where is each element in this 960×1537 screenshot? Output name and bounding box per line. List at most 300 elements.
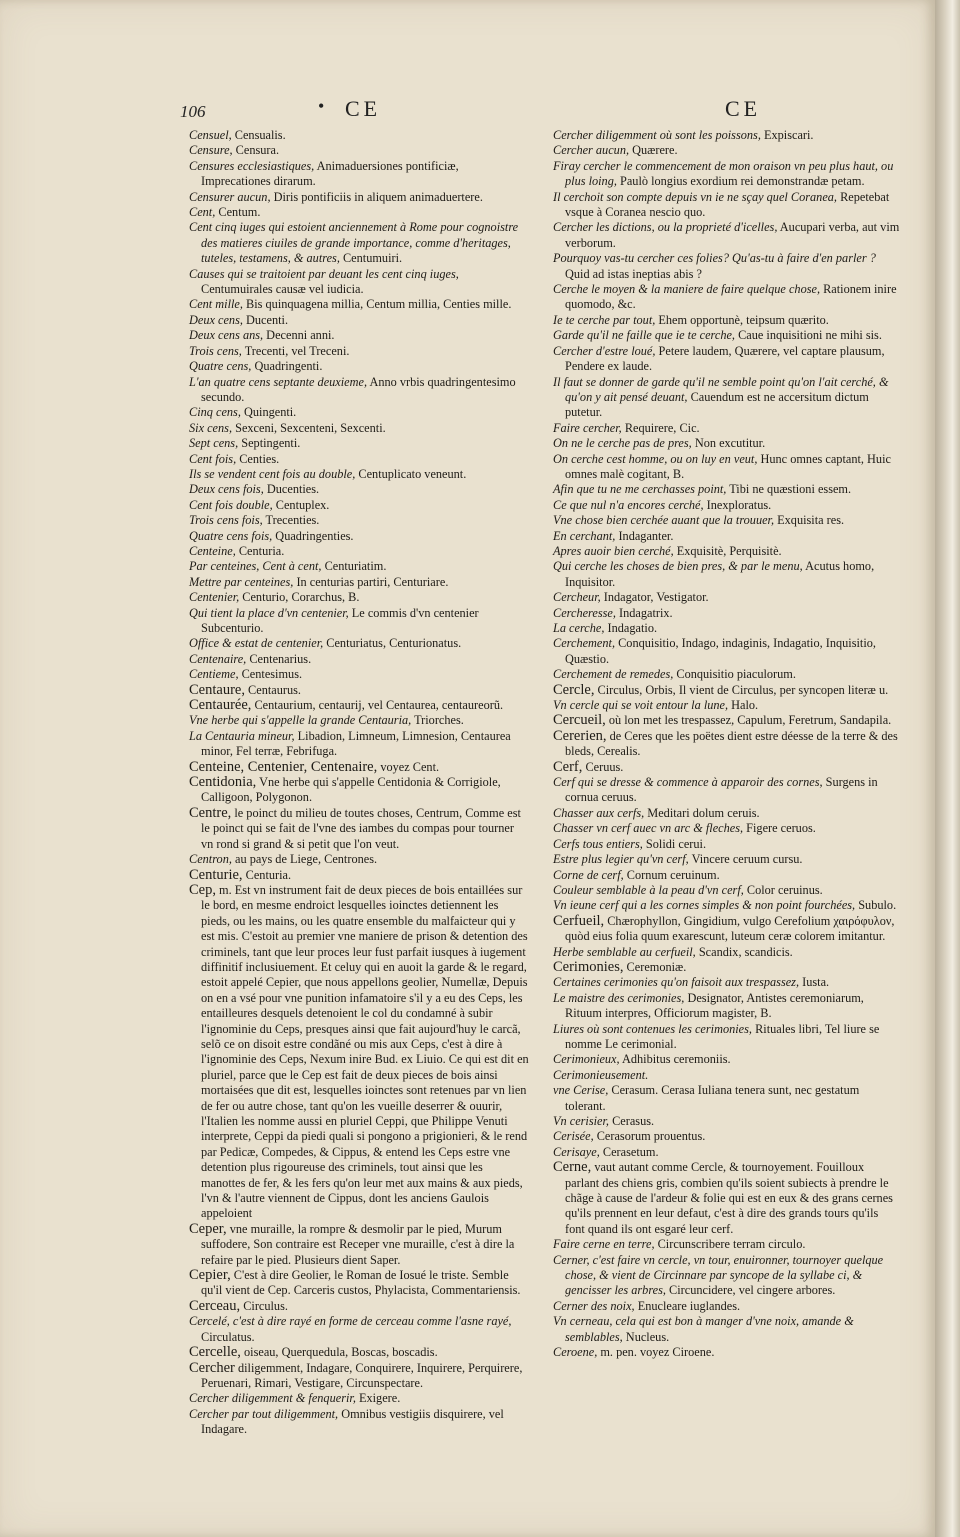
entry-definition: Quadringenties. (272, 528, 354, 543)
entry-headword: Cerf, (553, 758, 583, 775)
entry-definition: Trecenties. (262, 513, 320, 528)
entry-definition: Nucleus. (622, 1329, 670, 1344)
entry-definition: Censura. (232, 143, 280, 158)
dictionary-entry (553, 898, 901, 913)
dictionary-entry (189, 297, 529, 312)
entry-definition: Subulo. (855, 898, 897, 913)
entry-headword: Centron, (189, 852, 232, 867)
entry-headword: Cerimonieusement. (553, 1067, 649, 1082)
entry-headword: Trois cens fois, (189, 513, 263, 528)
dictionary-entry (553, 1314, 901, 1345)
entry-headword: Centaure, (189, 681, 245, 698)
dictionary-entry (189, 143, 529, 158)
dictionary-entry (189, 205, 529, 220)
entry-definition: Tibi ne quæstioni essem. (726, 482, 852, 497)
dictionary-entry (189, 760, 529, 775)
dictionary-entry (189, 1361, 529, 1392)
entry-definition: Cauendum est ne accersitum dictum putetur. (565, 389, 869, 420)
dictionary-entry (189, 806, 529, 852)
entry-definition: Figere ceruos. (743, 821, 816, 836)
entry-definition: Centaurium, centaurij, vel Centaurea, centaureorũ. (251, 698, 504, 713)
entry-headword: Cercheur, (553, 590, 601, 605)
dictionary-entry (553, 1022, 901, 1053)
entry-headword: Sept cens, (189, 436, 239, 451)
dictionary-entry (553, 251, 901, 282)
entry-definition: Exquisita res. (774, 513, 845, 528)
entry-definition: Circulus. (240, 1298, 288, 1313)
entry-definition: de Ceres que les poëtes dient estre déesse de la terre & des bleds, Cerealis. (565, 728, 898, 759)
entry-definition: Triorches. (411, 713, 464, 728)
entry-headword: Vne herbe qui s'appelle la grande Centauria, (189, 713, 412, 728)
dictionary-entry (553, 683, 901, 698)
entry-definition: Circulus, Orbis, Il vient de Circulus, per syncopen literæ u. (594, 682, 889, 697)
entry-definition: Acutus homo, Inquisitor. (565, 559, 875, 589)
dictionary-entry (553, 313, 901, 328)
entry-definition: Chærophyllon, Gingidium, vulgo Cerefolium χαιρόφυλον, quòd eius folia quum exarescunt, luteum ceræ colorem imitantur. (565, 913, 895, 944)
page-edge (935, 0, 960, 1537)
entry-headword: Par centeines, Cent à cent, (189, 559, 322, 574)
entry-headword: Qui cerche les choses de bien pres, & par le menu, (553, 559, 803, 574)
dictionary-entry (189, 1222, 529, 1268)
entry-headword: Vn cerisier, (553, 1114, 610, 1128)
entry-definition: diligemment, Indagare, Conquirere, Inquirere, Perquirere, Peruenari, Rimari, Vestigare, Circunspectare. (201, 1360, 523, 1390)
dictionary-entry (189, 1268, 529, 1299)
entry-definition: Centuplicato veneunt. (355, 466, 467, 481)
entry-headword: Corne de cerf, (553, 867, 624, 882)
entry-headword: Vn ieune cerf qui a les cornes simples & non point fourchées, (553, 898, 856, 913)
dictionary-entry (189, 544, 529, 559)
entry-definition: Expiscari. (760, 128, 814, 142)
dictionary-entry (553, 1345, 901, 1360)
entry-definition: Centuplex. (272, 497, 330, 512)
dictionary-entry (553, 128, 901, 143)
entry-headword: Cercher d'estre loué, (553, 343, 656, 358)
entry-definition: Requirere, Cic. (621, 420, 700, 435)
dictionary-entry (189, 452, 529, 467)
dictionary-entry (553, 883, 901, 898)
entry-headword: La Centauria mineur, (189, 728, 295, 743)
entry-headword: Cercher (189, 1359, 235, 1376)
entry-headword: Cerf qui se dresse & commence à apparoir des cornes, (553, 775, 823, 790)
entry-headword: Cercher aucun, (553, 143, 630, 158)
entry-headword: Ils se vendent cent fois au double, (189, 466, 356, 481)
entry-headword: Cent fois double, (189, 497, 273, 512)
dictionary-entry (553, 914, 901, 945)
entry-headword: Six cens, (189, 420, 233, 435)
entry-headword: Estre plus legier qu'vn cerf, (553, 852, 689, 867)
entry-headword: Deux cens fois, (189, 482, 264, 497)
dictionary-entry (189, 220, 529, 266)
dictionary-entry (553, 436, 901, 451)
entry-headword: Centeine, Centenier, Centenaire, (189, 758, 378, 775)
entry-headword: Cerne, (553, 1159, 592, 1176)
entry-definition: Ceremoniæ. (623, 959, 687, 974)
dictionary-entry (189, 590, 529, 605)
entry-definition: Quingenti. (240, 405, 297, 420)
dictionary-entry (553, 1160, 901, 1237)
dictionary-entry (189, 652, 529, 667)
entry-headword: Couleur semblable à la peau d'vn cerf, (553, 882, 744, 897)
entry-definition: oiseau, Querquedula, Boscas, boscadis. (240, 1345, 438, 1360)
entry-definition: Aucupari verba, aut vim verborum. (565, 220, 900, 250)
dictionary-entry (189, 1407, 529, 1438)
dictionary-entry (189, 128, 529, 143)
dictionary-entry (189, 267, 529, 298)
dictionary-entry (553, 760, 901, 775)
dictionary-entry (189, 713, 529, 728)
entry-headword: Cerner, c'est faire vn cercle, vn tour, enuironner, tournoyer quelque chose, & vient de Circinnare par syncope de la syllabe ci, & gencisser les arbres, (553, 1252, 884, 1298)
dictionary-entry (189, 1314, 529, 1345)
dictionary-entry (189, 883, 529, 1222)
dictionary-entry (553, 190, 901, 221)
entry-definition: Bis quinquagena millia, Centum millia, Centies mille. (242, 297, 512, 312)
entry-headword: Centenier, (189, 590, 240, 605)
entry-headword: Cerfs tous entiers, (553, 836, 643, 851)
entry-definition: Libadion, Limneum, Limnesion, Centaurea minor, Fel terræ, Febrifuga. (201, 728, 511, 759)
dictionary-entry (553, 837, 901, 852)
dictionary-entry (553, 606, 901, 621)
dictionary-entry (189, 606, 529, 637)
entry-headword: Cerchement, (553, 636, 616, 651)
entry-definition: Quadringenti. (251, 359, 323, 374)
entry-headword: Cerche le moyen & la maniere de faire quelque chose, (553, 282, 821, 297)
entry-definition: Indaganter. (615, 528, 674, 543)
entry-definition: Paulò longius exordium rei demonstrandæ petam. (616, 174, 865, 189)
dictionary-entry (553, 636, 901, 667)
entry-headword: Cererien, (553, 727, 607, 744)
entry-definition: Sexceni, Sexcenteni, Sexcenti. (232, 420, 386, 435)
entry-definition: Centumuirales causæ vel iudicia. (201, 282, 364, 297)
entry-definition: Centumuiri. (339, 251, 403, 266)
entry-definition: Iusta. (799, 975, 830, 990)
entry-definition: Ehem opportunè, teipsum quærito. (655, 312, 829, 327)
entry-headword: Herbe semblable au cerfueil, (553, 944, 696, 959)
entry-headword: Garde qu'il ne faille que ie te cerche, (553, 328, 736, 343)
dictionary-entry (553, 852, 901, 867)
entry-headword: Cerimonieux, (553, 1052, 620, 1067)
entry-headword: Deux cens ans, (189, 328, 264, 343)
dictionary-entry (189, 421, 529, 436)
entry-definition: Centesimus. (238, 667, 303, 682)
dictionary-entry (189, 667, 529, 682)
entry-headword: Afin que tu ne me cerchasses point, (553, 482, 727, 497)
entry-headword: Cercheresse, (553, 605, 616, 620)
entry-headword: On ne le cerche pas de pres, (553, 436, 692, 451)
dictionary-entry (553, 1129, 901, 1144)
dictionary-entry (553, 452, 901, 483)
dictionary-entry (553, 868, 901, 883)
entry-headword: Office & estat de centenier, (189, 636, 324, 651)
entry-definition: Circuncidere, vel cingere arbores. (665, 1283, 836, 1298)
entry-headword: Ie te cerche par tout, (553, 312, 656, 327)
dictionary-entry (189, 467, 529, 482)
entry-definition: Ducenti. (242, 312, 289, 327)
entry-definition: Circulatus. (201, 1329, 255, 1344)
entry-headword: vne Cerise, (553, 1083, 609, 1098)
running-header (180, 96, 780, 124)
entry-definition: Meditari dolum ceruis. (644, 805, 760, 820)
dictionary-entry (553, 775, 901, 806)
entry-headword: Cent mille, (189, 297, 243, 312)
entry-headword: La cerche, (553, 621, 605, 635)
entry-headword: Ce que nul n'a encores cerché, (553, 497, 704, 512)
dictionary-entry (189, 375, 529, 406)
entry-headword: Centeine, (189, 543, 236, 558)
dictionary-entry (553, 498, 901, 513)
entry-headword: Cerisée, (553, 1129, 594, 1144)
dictionary-entry (553, 1299, 901, 1314)
dictionary-entry (553, 729, 901, 760)
entry-headword: Censurer aucun, (189, 189, 271, 204)
dictionary-entry (189, 1299, 529, 1314)
entry-headword: Cepier, (189, 1267, 231, 1284)
entry-headword: Mettre par centeines, (189, 574, 294, 589)
entry-definition: Inexploratus. (703, 497, 772, 512)
entry-headword: Cercelé, c'est à dire rayé en forme de cerceau comme l'asne rayé, (189, 1314, 512, 1329)
entry-headword: Cerceau, (189, 1297, 241, 1314)
dictionary-entry (189, 868, 529, 883)
entry-headword: Quatre cens, (189, 359, 252, 374)
dictionary-entry (553, 713, 901, 728)
entry-headword: Chasser aux cerfs, (553, 805, 645, 820)
page-number: 106 (180, 102, 206, 121)
entry-headword: Il faut se donner de garde qu'il ne semble point qu'on l'ait cerché, & qu'on y ait pensé deuant, (553, 374, 889, 404)
dictionary-entry (553, 529, 901, 544)
entry-definition: Omnibus vestigiis disquirere, vel Indagare. (201, 1406, 504, 1437)
dictionary-entry (553, 621, 901, 636)
entry-headword: Faire cerne en terre, (553, 1237, 655, 1252)
dictionary-entry (553, 1083, 901, 1114)
dictionary-entry (189, 482, 529, 497)
entry-headword: On cerche cest homme, ou on luy en veut, (553, 451, 758, 466)
entry-headword: Cep, (189, 881, 216, 898)
entry-definition: Repetebat vsque à Coranea nescio quo. (565, 189, 890, 220)
entry-headword: Vn cercle qui se voit entour la lune, (553, 698, 729, 713)
entry-headword: Censure, (189, 143, 233, 158)
entry-definition: Ceruus. (582, 759, 624, 774)
dictionary-entry (553, 375, 901, 421)
entry-definition: Censualis. (231, 128, 286, 142)
entry-definition: Quærere. (629, 143, 678, 158)
entry-headword: En cerchant, (553, 528, 616, 543)
dictionary-entry (553, 1114, 901, 1129)
dictionary-entry (553, 991, 901, 1022)
entry-headword: Cercher par tout diligemment, (189, 1406, 339, 1421)
entry-definition: Le commis d'vn centenier Subcenturio. (201, 605, 479, 635)
dictionary-entry (189, 513, 529, 528)
dictionary-entry (553, 1052, 901, 1067)
entry-definition: Indagatio. (604, 621, 658, 635)
entry-headword: Apres auoir bien cerché, (553, 543, 674, 558)
entry-definition: le poinct du milieu de toutes choses, Centrum, Comme est le poinct qui se fait de l'vne des iambes du compas pour tourner vn rond si grand & si petit que l'on veut. (201, 805, 521, 851)
entry-headword: Cerisaye, (553, 1144, 600, 1159)
entry-definition: Decenni anni. (263, 328, 335, 343)
dictionary-entry (553, 328, 901, 343)
entry-definition: Halo. (728, 698, 759, 713)
dictionary-entry (189, 575, 529, 590)
entry-headword: Trois cens, (189, 343, 242, 358)
entry-headword: Faire cercher, (553, 420, 622, 435)
entry-definition: Color ceruinus. (743, 882, 823, 897)
entry-definition: Diris pontificiis in aliquem animaduertere. (270, 189, 483, 204)
entry-definition: Septingenti. (238, 436, 301, 451)
dictionary-entry (189, 852, 529, 867)
entry-definition: Animaduersiones pontificiæ, Imprecationes dirarum. (201, 158, 459, 189)
dictionary-entry (553, 559, 901, 590)
entry-headword: Cerfueil, (553, 912, 605, 929)
dictionary-entry (553, 421, 901, 436)
entry-definition: Vne herbe qui s'appelle Centidonia & Corrigiole, Calligoon, Polygonon. (201, 775, 501, 805)
entry-headword: Cercher diligemment où sont les poissons, (553, 128, 761, 142)
entry-definition: Surgens in cornua ceruus. (565, 775, 878, 805)
entry-definition: Cornum ceruinum. (623, 867, 720, 882)
entry-headword: Centenaire, (189, 651, 247, 666)
dictionary-entry (553, 344, 901, 375)
entry-headword: Le maistre des cerimonies, (553, 990, 685, 1005)
dictionary-entry (189, 498, 529, 513)
dictionary-entry (189, 1391, 529, 1406)
dictionary-entry (553, 159, 901, 190)
entry-headword: Cent fois, (189, 451, 237, 466)
entry-headword: Il cerchoit son compte depuis vn ie ne sçay quel Coranea, (553, 189, 838, 204)
entry-definition: Cerasum. Cerasa Iuliana tenera sunt, nec gestatum tolerant. (565, 1083, 860, 1113)
entry-headword: Centre, (189, 804, 232, 821)
dictionary-entry (189, 359, 529, 374)
entry-headword: Causes qui se traitoient par deuant les cent cinq iuges, (189, 266, 459, 281)
dictionary-entry (189, 159, 529, 190)
entry-headword: Centidonia, (189, 774, 257, 791)
entry-headword: Cercelle, (189, 1344, 241, 1361)
entry-definition: Rationem inire quomodo, &c. (565, 282, 897, 312)
dictionary-entry (553, 1145, 901, 1160)
entry-headword: Censuel, (189, 128, 232, 142)
dictionary-entry (553, 960, 901, 975)
dictionary-entry (553, 220, 901, 251)
entry-definition: Non excutitur. (691, 436, 766, 451)
right-column (553, 128, 901, 1360)
dictionary-entry (553, 975, 901, 990)
entry-definition: Designator, Antistes ceremoniarum, Rituum interpres, Officiorum magister, B. (565, 990, 864, 1021)
entry-headword: Cerimonies, (553, 958, 624, 975)
dictionary-entry (553, 1068, 901, 1083)
entry-headword: Cinq cens, (189, 405, 241, 420)
right-running-head: CE (725, 96, 762, 121)
entry-definition: Cerasus. (609, 1114, 655, 1128)
entry-definition: C'est à dire Geolier, le Roman de Iosué le triste. Semble qu'il vient de Cep. Carceris custos, Phylacista, Commentariensis. (201, 1268, 521, 1298)
entry-definition: Petere laudem, Quærere, vel captare plausum, Pendere ex laude. (565, 343, 885, 374)
entry-definition: voyez Cent. (377, 759, 440, 774)
left-column (189, 128, 529, 1437)
entry-headword: Quatre cens fois, (189, 528, 273, 543)
dictionary-entry (553, 806, 901, 821)
dictionary-entry (553, 698, 901, 713)
entry-headword: Qui tient la place d'vn centenier, (189, 605, 349, 620)
dictionary-entry (189, 529, 529, 544)
dictionary-entry (553, 1237, 901, 1252)
dictionary-entry (553, 1253, 901, 1299)
dictionary-entry (189, 190, 529, 205)
dictionary-entry (553, 513, 901, 528)
entry-headword: Cent cinq iuges qui estoient anciennement à Rome pour cognoistre des matieres ciuiles de grande importance, comme d'heritages, tuteles, testamens, & autres, (189, 220, 519, 266)
entry-definition: Scandix, scandicis. (695, 944, 793, 959)
entry-headword: Vn cerneau, cela qui est bon à manger d'vne noix, amande & semblables, (553, 1314, 854, 1344)
entry-headword: Centieme, (189, 667, 239, 682)
entry-definition: In centurias partiri, Centuriare. (293, 574, 449, 589)
dictionary-entry (189, 344, 529, 359)
dictionary-entry (189, 729, 529, 760)
entry-definition: Centuria. (235, 543, 285, 558)
dictionary-entry (189, 683, 529, 698)
entry-definition: Exquisitè, Perquisitè. (673, 543, 782, 558)
dictionary-entry (189, 1345, 529, 1360)
entry-definition: Conquisitio piaculorum. (673, 667, 796, 682)
entry-definition: Centies. (236, 451, 280, 466)
dictionary-entry (189, 328, 529, 343)
dictionary-entry (189, 775, 529, 806)
entry-headword: Cercher diligemment & fenquerir, (189, 1391, 356, 1406)
entry-headword: Censures ecclesiastiques, (189, 158, 315, 173)
dictionary-entry (553, 667, 901, 682)
entry-definition: m. pen. voyez Ciroene. (597, 1345, 715, 1360)
entry-headword: Cercher les dictions, ou la proprieté d'icelles, (553, 220, 778, 235)
left-running-head: CE (345, 96, 382, 121)
entry-headword: Liures où sont contenues les cerimonies, (553, 1021, 753, 1036)
entry-definition: Exigere. (355, 1391, 401, 1406)
dictionary-entry (189, 559, 529, 574)
entry-headword: Certaines cerimonies qu'on faisoit aux trespassez, (553, 975, 800, 990)
entry-definition: vaut autant comme Cercle, & tournoyement. Fouilloux parlant des chiens gris, combien qu'ils soient subiects à prendre le chãge à cause de l'ardeur & folie qui est en eux & des grans cernes qu'ils prennent en leur defaut, c'est à dire des grands tours qu'ils font quand ils ont esgaré leur cerf. (565, 1160, 893, 1236)
entry-headword: Centaurée, (189, 697, 252, 714)
entry-headword: L'an quatre cens septante deuxieme, (189, 374, 368, 389)
header-ornament: • (318, 96, 325, 116)
entry-headword: Vne chose bien cerchée auant que la trouuer, (553, 513, 775, 528)
entry-headword: Ceper, (189, 1220, 227, 1237)
entry-definition: Centum. (215, 205, 261, 220)
entry-definition: vne muraille, la rompre & desmolir par le pied, Murum suffodere, Son contraire est Receper vne muraille, c'est à dire la refaire par le pied. Plusieurs dient Saper. (201, 1221, 515, 1267)
dictionary-entry (553, 590, 901, 605)
entry-definition: Centenarius. (246, 651, 312, 666)
entry-definition: Indagatrix. (615, 605, 673, 620)
entry-headword: Cercueil, (553, 712, 606, 729)
entry-definition: Vincere ceruum cursu. (688, 852, 803, 867)
entry-definition: Anno vrbis quadringentesimo secundo. (201, 374, 516, 404)
entry-headword: Deux cens, (189, 312, 243, 327)
entry-definition: Quid ad istas ineptias abis ? (565, 266, 702, 281)
dictionary-entry (553, 482, 901, 497)
dictionary-entry (553, 544, 901, 559)
entry-headword: Cerchement de remedes, (553, 667, 674, 682)
entry-definition: Centuriatim. (321, 559, 387, 574)
entry-headword: Centurie, (189, 866, 243, 883)
entry-definition: Cerasetum. (599, 1144, 659, 1159)
entry-definition: Circunscribere terram circulo. (654, 1237, 806, 1252)
entry-definition: Adhibitus ceremoniis. (619, 1052, 731, 1067)
entry-headword: Chasser vn cerf auec vn arc & fleches, (553, 821, 744, 836)
entry-definition: Centuria. (242, 867, 292, 882)
entry-definition: Ducenties. (263, 482, 320, 497)
entry-headword: Cerner des noix, (553, 1298, 635, 1313)
entry-definition: Centurio, Corarchus, B. (239, 590, 360, 605)
entry-definition: Enucleare iuglandes. (634, 1298, 741, 1313)
entry-headword: Cent, (189, 205, 216, 220)
entry-definition: Caue inquisitioni ne mihi sis. (735, 328, 882, 343)
dictionary-entry (189, 698, 529, 713)
dictionary-entry (553, 945, 901, 960)
entry-definition: Trecenti, vel Treceni. (241, 343, 350, 358)
dictionary-entry (189, 436, 529, 451)
entry-definition: au pays de Liege, Centrones. (231, 852, 378, 867)
entry-definition: Cerasorum prouentus. (593, 1129, 706, 1144)
